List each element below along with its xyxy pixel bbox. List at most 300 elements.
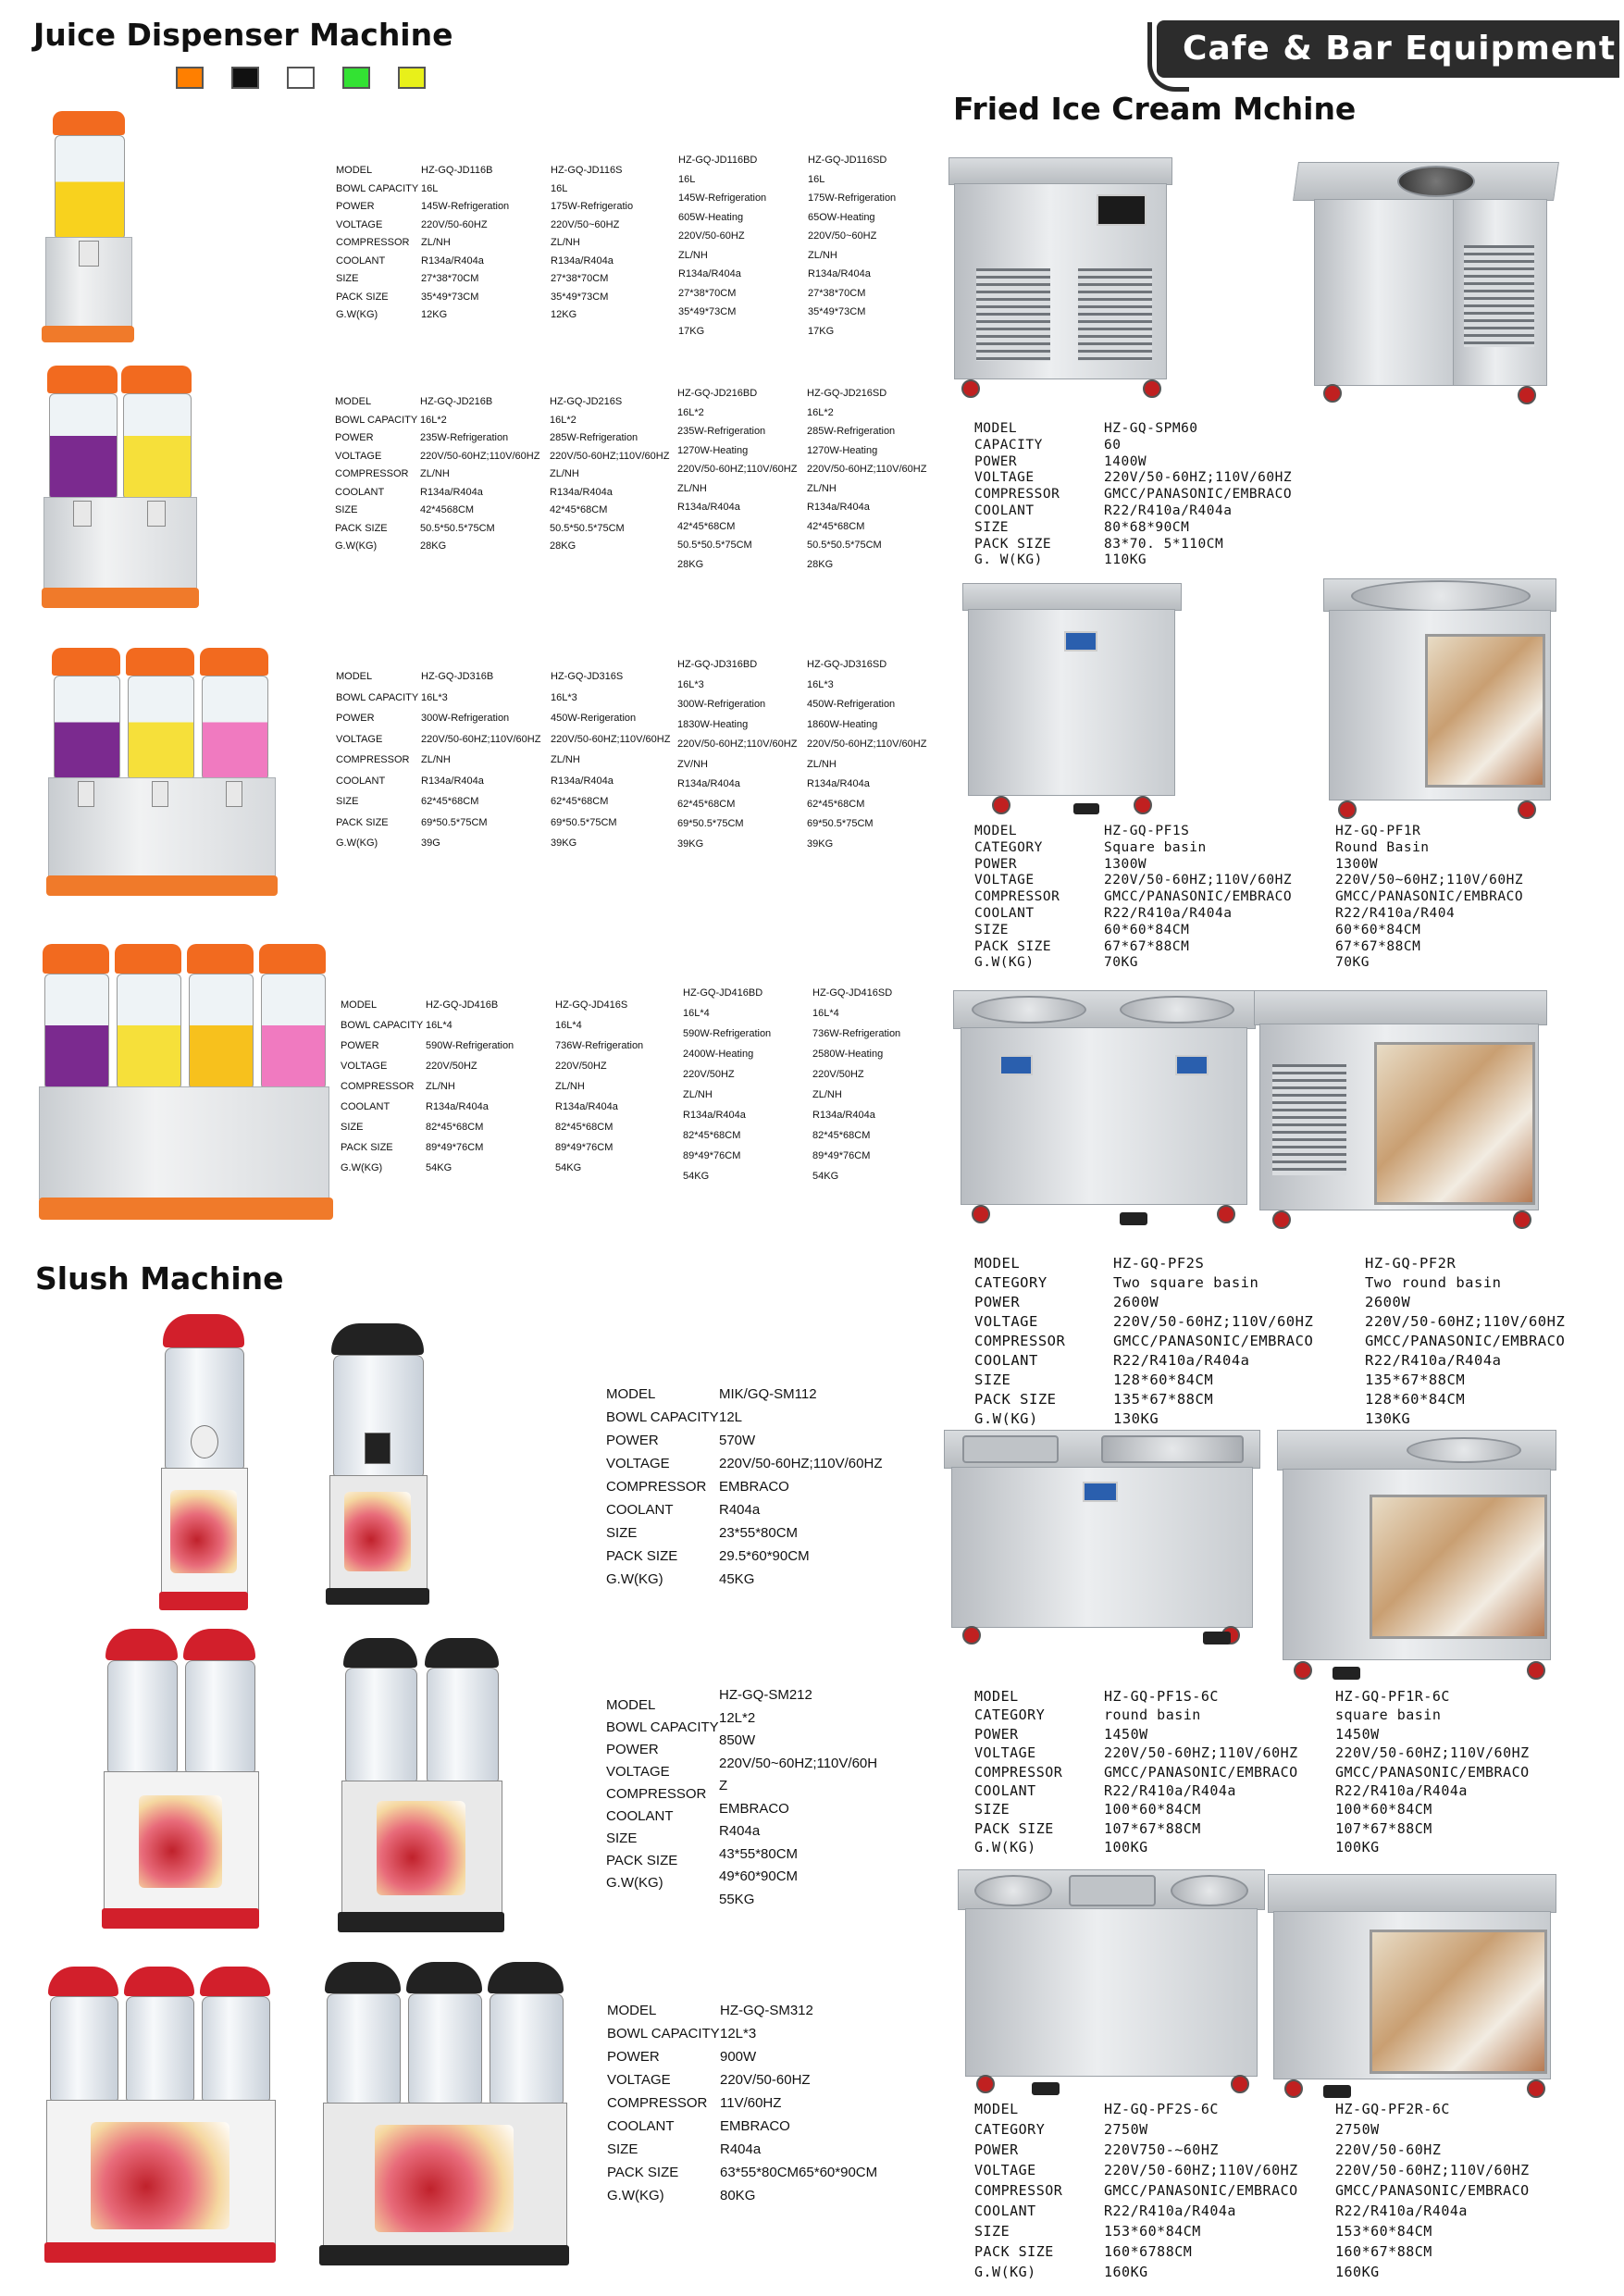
juice-1-spec-col-c [678, 151, 766, 341]
spec-label: COOLANT [606, 1502, 674, 1518]
spec-label: POWER [606, 1433, 659, 1448]
spec-value: HZ-GQ-JD316BD [677, 659, 758, 670]
spec-label: SIZE [974, 519, 1009, 535]
spec-value: ZL/NH [426, 1081, 455, 1092]
spec-label: G.W(KG) [335, 540, 378, 552]
spec-value: ZL/NH [807, 482, 837, 494]
spec-value: 29.5*60*90CM [719, 1548, 810, 1564]
spec-value: 850W [719, 1732, 756, 1748]
slush-section-title: Slush Machine [35, 1260, 284, 1297]
fried-spm60-angle-image [1295, 153, 1555, 407]
spec-label: POWER [974, 2141, 1019, 2158]
spec-value: EMBRACO [719, 1800, 789, 1817]
spec-label: MODEL [607, 2003, 657, 2018]
spec-label: BOWL CAPACITY [336, 691, 419, 703]
spec-value: 27*38*70CM [421, 273, 479, 284]
spec-value: 28KG [420, 540, 447, 552]
spec-value: 60 [1104, 437, 1122, 453]
juice-1-spec-labels-ab [336, 162, 680, 325]
spec-label: COMPRESSOR [606, 1786, 707, 1802]
spec-label: G.W(KG) [341, 1162, 383, 1173]
spec-label: COMPRESSOR [336, 754, 410, 765]
spec-value: 69*50.5*75CM [551, 816, 617, 828]
spec-value: 220V/50-60HZ;110V/60HZ [420, 450, 540, 462]
slush-3-red-image [44, 1967, 276, 2263]
spec-label: MODEL [974, 421, 1018, 436]
spec-value: HZ-GQ-JD416BD [683, 987, 763, 999]
spec-value: R134a/R404a [420, 486, 483, 498]
juice-dispenser-1-image [42, 111, 134, 342]
spec-value: 67*67*88CM [1104, 938, 1190, 954]
spec-value: GMCC/PANASONIC/EMBRACO [1104, 2182, 1298, 2199]
spec-value: 220V/50-60HZ;110V/60HZ [1365, 1313, 1566, 1330]
spec-value: ZL/NH [421, 754, 451, 765]
spec-value: 16L*3 [677, 678, 704, 690]
spec-value: 17KG [808, 325, 835, 337]
spec-value: 45KG [719, 1571, 755, 1587]
spec-value: R22/R410a/R404a [1104, 1782, 1236, 1800]
spec-value: 160KG [1104, 2264, 1148, 2280]
spec-value: 70KG [1335, 955, 1370, 971]
spec-value: HZ-GQ-JD116B [421, 165, 493, 176]
spec-label: PACK SIZE [336, 291, 389, 303]
spec-value: 89*49*76CM [426, 1142, 484, 1153]
spec-label: SIZE [335, 504, 358, 515]
spec-value: Square basin [1104, 839, 1207, 855]
spec-value: 130KG [1365, 1410, 1411, 1427]
juice-2-spec-col-c [677, 384, 797, 574]
spec-value: 128*60*84CM [1113, 1371, 1214, 1388]
spec-value: GMCC/PANASONIC/EMBRACO [1104, 1763, 1298, 1781]
spec-label: COOLANT [341, 1101, 391, 1112]
spec-value: 69*50.5*75CM [421, 816, 488, 828]
spec-value: 100*60*84CM [1335, 1801, 1432, 1818]
spec-label: POWER [336, 713, 375, 724]
spec-value: 35*49*73CM [678, 306, 737, 317]
spec-label: MODEL [974, 2101, 1019, 2117]
spec-value: MIK/GQ-SM112 [719, 1386, 817, 1402]
spec-value: 220V/50-60HZ [421, 218, 488, 230]
spec-value: EMBRACO [720, 2118, 790, 2134]
spec-label: BOWL CAPACITY [341, 1020, 424, 1031]
spec-value: ZL/NH [550, 468, 579, 479]
spec-label: SIZE [607, 2141, 638, 2157]
spec-label: COMPRESSOR [974, 1333, 1066, 1349]
spec-label: SIZE [606, 1831, 638, 1846]
spec-label: CATEGORY [974, 1706, 1046, 1724]
spec-label: G.W(KG) [974, 1839, 1036, 1856]
spec-value: GMCC/PANASONIC/EMBRACO [1113, 1333, 1314, 1349]
spec-label: MODEL [974, 1688, 1019, 1705]
spec-label: SIZE [974, 1371, 1011, 1388]
juice-dispenser-3-image [46, 648, 278, 898]
spec-value: HZ-GQ-PF2R [1365, 1255, 1457, 1272]
spec-value: 80*68*90CM [1104, 519, 1190, 535]
spec-value: 590W-Refrigeration [683, 1028, 772, 1039]
spec-value: 160*67*88CM [1335, 2243, 1432, 2260]
spec-value: 82*45*68CM [812, 1130, 871, 1141]
spec-value: 220V/50~60HZ;110V/60HZ [1335, 873, 1524, 888]
spec-label: POWER [974, 453, 1018, 469]
spec-label: VOLTAGE [974, 1744, 1036, 1762]
spec-value: 12L [719, 1409, 743, 1425]
spec-value: R134a/R404a [551, 254, 614, 267]
spec-label: CATEGORY [974, 2121, 1046, 2138]
spec-label: VOLTAGE [606, 1764, 670, 1780]
spec-label: PACK SIZE [335, 522, 388, 534]
spec-value: round basin [1104, 1706, 1201, 1724]
spec-value: R134a/R404a [421, 254, 484, 267]
spec-value: 16L*4 [426, 1020, 452, 1031]
spec-label: G.W(KG) [606, 1875, 663, 1891]
spec-value: R134a/R404a [426, 1101, 489, 1112]
spec-value: 300W-Refrigeration [677, 699, 766, 710]
spec-value: 220V/50~60HZ;110V/60H [719, 1755, 878, 1771]
spec-label: VOLTAGE [974, 1313, 1038, 1330]
spec-value: 110KG [1104, 552, 1147, 568]
spec-value: HZ-GQ-JD316B [421, 671, 494, 682]
spec-value: R134a/R404a [677, 502, 740, 513]
juice-section-title: Juice Dispenser Machine [33, 17, 453, 53]
spec-label: G.W(KG) [336, 838, 378, 849]
spec-value: 12KG [551, 309, 577, 320]
spec-value: ZL/NH [677, 482, 707, 494]
spec-value: 50.5*50.5*75CM [420, 522, 495, 534]
spec-value: 63*55*80CM65*60*90CM [720, 2165, 878, 2180]
spec-value: 62*45*68CM [421, 796, 479, 807]
spec-value: square basin [1335, 1706, 1442, 1724]
spec-value: 62*45*68CM [551, 796, 609, 807]
spec-value: 1270W-Heating [677, 444, 749, 456]
spec-label: SIZE [974, 922, 1009, 937]
spec-value: 43*55*80CM [719, 1845, 799, 1862]
spec-label: SIZE [974, 2223, 1010, 2240]
spec-value: 82*45*68CM [555, 1122, 614, 1133]
spec-value: 220V/50-60HZ;110V/60HZ [550, 450, 670, 462]
spec-value: 89*49*76CM [683, 1150, 741, 1161]
spec-value: 100KG [1335, 1839, 1380, 1856]
spec-label: COOLANT [607, 2118, 675, 2134]
spec-label: COOLANT [974, 2203, 1036, 2219]
spec-value: 175W-Refrigeration [808, 192, 897, 204]
spec-value: 220V/50HZ [555, 1061, 607, 1072]
spec-value: EMBRACO [719, 1479, 789, 1495]
spec-value: 220V/50-60HZ;110V/60HZ [1335, 1744, 1530, 1762]
spec-value: 82*45*68CM [426, 1122, 484, 1133]
spec-value: 12L*3 [720, 2026, 757, 2042]
fried-pf1s-6c-image [944, 1430, 1258, 1647]
spec-value: HZ-GQ-JD216B [420, 396, 493, 407]
spec-label: COOLANT [974, 503, 1035, 518]
spec-label: MODEL [606, 1386, 656, 1402]
spec-value: ZL/NH [678, 249, 708, 261]
spec-value: R134a/R404a [677, 778, 740, 789]
slush-3-spec [607, 1999, 905, 2207]
spec-label: VOLTAGE [341, 1061, 388, 1072]
spec-value: HZ-GQ-JD216S [550, 396, 623, 407]
spec-value: 39KG [677, 838, 704, 850]
spec-value: 16L*2 [807, 406, 834, 418]
spec-value: R134a/R404a [808, 268, 871, 279]
spec-value: R134a/R404a [551, 775, 614, 787]
spec-value: 42*45*68CM [677, 520, 736, 532]
spec-value: HZ-GQ-PF2S [1113, 1255, 1205, 1272]
swatch-green [342, 67, 370, 89]
spec-value: 39KG [807, 838, 834, 850]
spec-value: 285W-Refrigeration [550, 432, 638, 443]
spec-value: 89*49*76CM [555, 1142, 614, 1153]
swatch-orange [176, 67, 204, 89]
spec-label: VOLTAGE [974, 2162, 1036, 2178]
spec-label: COOLANT [336, 775, 386, 787]
spec-value: 590W-Refrigeration [426, 1040, 514, 1051]
spec-label: SIZE [336, 273, 359, 284]
slush-1-spec [606, 1383, 904, 1591]
spec-value: 16L*2 [550, 414, 576, 426]
spec-value: 220V/50-60HZ;110V/60HZ [1335, 2162, 1530, 2178]
spec-label: VOLTAGE [336, 733, 383, 745]
spec-value: 50.5*50.5*75CM [550, 522, 625, 534]
spec-label: COMPRESSOR [335, 468, 409, 479]
spec-label: PACK SIZE [606, 1548, 678, 1564]
fried-spm60-front-image [948, 157, 1171, 403]
spec-value: 65OW-Heating [808, 211, 875, 223]
spec-value: ZL/NH [683, 1089, 713, 1100]
swatch-black [231, 67, 259, 89]
spec-value: 220V/50-60HZ;110V/60HZ [551, 733, 671, 745]
spec-label: POWER [974, 1725, 1019, 1743]
spec-value: Two square basin [1113, 1274, 1259, 1291]
spec-label: MODEL [974, 824, 1018, 838]
spec-value: GMCC/PANASONIC/EMBRACO [1335, 889, 1524, 905]
spec-label: COMPRESSOR [606, 1479, 707, 1495]
spec-label: COMPRESSOR [341, 1081, 415, 1092]
fried-pf2s-image [953, 990, 1254, 1231]
spec-value: 42*4568CM [420, 504, 475, 515]
spec-value: 50.5*50.5*75CM [677, 540, 752, 551]
spec-value: 69*50.5*75CM [807, 818, 874, 829]
juice-3-spec-col-c [677, 655, 797, 854]
spec-value: HZ-GQ-JD116BD [678, 155, 758, 166]
fried-pf2r-6c-image [1268, 1874, 1555, 2110]
spec-value: R134a/R404a [683, 1110, 746, 1121]
spec-label: MODEL [341, 999, 378, 1011]
spec-value: ZL/NH [551, 237, 580, 248]
spec-label: COMPRESSOR [974, 2182, 1063, 2199]
spec-label: MODEL [606, 1697, 656, 1713]
spec-value: R22/R410a/R404a [1335, 2203, 1468, 2219]
spec-value: 300W-Refrigeration [421, 713, 510, 724]
spec-value: 1300W [1104, 856, 1147, 872]
spec-value: ZL/NH [807, 758, 837, 770]
spec-value: 69*50.5*75CM [677, 818, 744, 829]
spec-value: 1860W-Heating [807, 718, 878, 730]
spec-label: POWER [607, 2049, 660, 2065]
spec-label: G.W(KG) [974, 1410, 1038, 1427]
spec-value: 42*45*68CM [550, 504, 608, 515]
spec-value: 220V/50-60HZ;110V/60HZ [1104, 873, 1293, 888]
juice-4-spec-col-c [683, 983, 771, 1186]
spec-value: 736W-Refrigeration [812, 1028, 901, 1039]
spec-value: 54KG [683, 1171, 710, 1182]
spec-label: COOLANT [974, 1352, 1038, 1369]
spec-label: POWER [336, 201, 375, 212]
spec-value: 28KG [807, 558, 834, 570]
spec-value: 50.5*50.5*75CM [807, 540, 882, 551]
spec-value: 235W-Refrigeration [677, 426, 766, 437]
fried-pf2s-6c-image [958, 1869, 1263, 2105]
spec-value: 16L*4 [683, 1008, 710, 1019]
fried-pf6c-spec [974, 1687, 1567, 1857]
slush-2-spec-labels [606, 1694, 719, 1894]
spec-value: 1830W-Heating [677, 718, 749, 730]
spec-label: BOWL CAPACITY [336, 182, 419, 194]
spec-label: COOLANT [606, 1808, 674, 1824]
spec-value: 220V/50-60HZ;110V/60HZ [1104, 1744, 1298, 1762]
slush-1-black-image [324, 1323, 435, 1606]
spec-label: G.W(KG) [336, 309, 378, 320]
spec-value: HZ-GQ-JD116S [551, 165, 623, 176]
spec-value: ZV/NH [677, 758, 708, 770]
spec-value: HZ-GQ-JD116SD [808, 155, 887, 166]
spec-label: POWER [341, 1040, 379, 1051]
spec-value: 62*45*68CM [677, 798, 736, 810]
spec-value: 220V/50-60HZ;110V/60HZ [1104, 2162, 1298, 2178]
spec-value: 80KG [720, 2188, 756, 2203]
spec-value: 220V/50-60HZ;110V/60HZ [677, 464, 798, 475]
spec-value: 49*60*90CM [719, 1868, 799, 1884]
juice-4-spec-col-d [812, 983, 900, 1186]
spec-value: 2750W [1104, 2121, 1148, 2138]
spec-value: 54KG [426, 1162, 452, 1173]
spec-value: 235W-Refrigeration [420, 432, 509, 443]
spec-value: 135*67*88CM [1113, 1391, 1214, 1408]
spec-value: 16L [551, 182, 568, 194]
spec-value: 1450W [1335, 1725, 1380, 1743]
spec-value: 220V/50-60HZ [678, 230, 745, 242]
spec-value: ZL/NH [421, 237, 451, 248]
spec-label: POWER [974, 856, 1018, 872]
spec-label: BOWL CAPACITY [335, 414, 418, 426]
spec-value: HZ-GQ-JD316SD [807, 659, 887, 670]
juice-4-spec-labels-ab [341, 995, 685, 1178]
fried-pf1r-image [1323, 578, 1555, 819]
spec-value: 220V/50HZ [426, 1061, 477, 1072]
spec-value: 130KG [1113, 1410, 1159, 1427]
spec-label: CATEGORY [974, 1274, 1048, 1291]
spec-label: PACK SIZE [607, 2165, 679, 2180]
spec-value: 128*60*84CM [1365, 1391, 1466, 1408]
spec-label: VOLTAGE [336, 218, 383, 230]
spec-label: MODEL [336, 165, 373, 176]
spec-value: 220V/50-60HZ;110V/60HZ [807, 464, 927, 475]
spec-value: 153*60*84CM [1104, 2223, 1201, 2240]
spec-value: 12L*2 [719, 1709, 756, 1726]
spec-value: HZ-GQ-JD416SD [812, 987, 893, 999]
spec-value: 54KG [555, 1162, 582, 1173]
spec-value: 450W-Rerigeration [551, 713, 637, 724]
fried-spm60-spec [974, 421, 1335, 569]
spec-value: 27*38*70CM [678, 287, 737, 299]
spec-label: BOWL CAPACITY [606, 1719, 719, 1735]
spec-label: CAPACITY [974, 437, 1043, 453]
spec-value: ZL/NH [808, 249, 837, 261]
spec-value: 285W-Refrigeration [807, 426, 896, 437]
spec-value: 220V/50HZ [812, 1069, 864, 1080]
color-swatches [176, 67, 426, 89]
slush-2-spec-values [719, 1684, 877, 1911]
spec-label: VOLTAGE [607, 2072, 671, 2088]
slush-2-black-image [338, 1638, 504, 1934]
spec-value: 55KG [719, 1891, 755, 1907]
spec-value: R134a/R404a [555, 1101, 618, 1112]
spec-value: 27*38*70CM [551, 273, 609, 284]
spec-value: 1270W-Heating [807, 444, 878, 456]
spec-value: Two round basin [1365, 1274, 1502, 1291]
spec-value: 39G [421, 838, 440, 849]
spec-value: HZ-GQ-SM212 [719, 1687, 812, 1703]
spec-label: VOLTAGE [335, 450, 382, 462]
spec-value: HZ-GQ-PF1R-6C [1335, 1688, 1450, 1705]
spec-value: R22/R410a/R404a [1104, 503, 1233, 518]
spec-value: 16L [808, 173, 825, 185]
spec-value: ZL/NH [420, 468, 450, 479]
spec-value: 16L*3 [551, 691, 577, 703]
spec-value: 35*49*73CM [808, 306, 866, 317]
spec-value: R22/R410a/R404a [1104, 905, 1233, 921]
spec-label: G.W(KG) [974, 2264, 1036, 2280]
swatch-yellow [398, 67, 426, 89]
swatch-white [287, 67, 315, 89]
spec-value: 42*45*68CM [807, 520, 865, 532]
spec-value: HZ-GQ-SM312 [720, 2003, 813, 2018]
spec-value: 2400W-Heating [683, 1049, 754, 1060]
spec-value: HZ-GQ-JD316S [551, 671, 624, 682]
spec-value: 16L*3 [807, 678, 834, 690]
spec-value: 35*49*73CM [551, 291, 609, 303]
spec-value: ZL/NH [551, 754, 580, 765]
spec-label: PACK SIZE [974, 536, 1052, 552]
spec-value: 16L*4 [812, 1008, 839, 1019]
spec-value: 220V/50-60HZ;110V/60HZ [1104, 470, 1293, 486]
spec-value: R22/R410a/R404a [1365, 1352, 1502, 1369]
spec-value: ZL/NH [555, 1081, 585, 1092]
spec-label: COOLANT [336, 254, 386, 267]
spec-label: COOLANT [974, 1782, 1036, 1800]
fried-pf2r-image [1254, 990, 1545, 1231]
spec-value: 450W-Refrigeration [807, 699, 896, 710]
spec-label: PACK SIZE [974, 1391, 1057, 1408]
juice-dispenser-2-image [42, 366, 199, 611]
spec-value: 220V/50-60HZ [720, 2072, 811, 2088]
spec-label: POWER [974, 1294, 1021, 1310]
spec-value: 60*60*84CM [1104, 922, 1190, 937]
spec-value: 220V750-~60HZ [1104, 2141, 1219, 2158]
spec-value: HZ-GQ-JD216BD [677, 388, 758, 399]
spec-label: BOWL CAPACITY [607, 2026, 720, 2042]
spec-value: 35*49*73CM [421, 291, 479, 303]
spec-value: 570W [719, 1433, 756, 1448]
spec-value: 145W-Refrigeration [678, 192, 767, 204]
fried-pf1-spec [974, 824, 1567, 972]
spec-value: R134a/R404a [421, 775, 484, 787]
spec-label: PACK SIZE [336, 816, 389, 828]
spec-value: R22/R410a/R404 [1335, 905, 1456, 921]
spec-value: 2600W [1113, 1294, 1159, 1310]
spec-label: MODEL [335, 396, 372, 407]
spec-label: COOLANT [974, 905, 1035, 921]
spec-value: 1300W [1335, 856, 1379, 872]
